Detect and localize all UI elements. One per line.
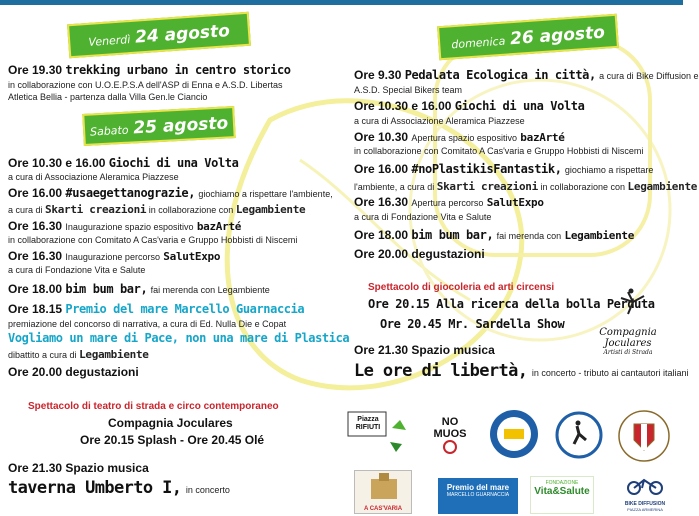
detail-text: a cura di — [8, 205, 43, 215]
sunday-event-1 — [354, 69, 699, 81]
event-time: Ore 16.30 — [354, 195, 409, 209]
bicycle-icon — [612, 476, 678, 496]
saturday-event-1-detail: a cura di Associazione Aleramica Piazzese — [8, 172, 179, 182]
event-time: Ore 19.30 — [8, 63, 63, 77]
event-time: Ore 10.30 — [354, 130, 409, 144]
event-desc: Apertura percorso — [411, 198, 484, 208]
music-act: Le ore di libertà, — [354, 361, 528, 381]
event-time: Ore 16.00 — [354, 162, 409, 176]
event-desc: giochiamo a rispettare l'ambiente, — [198, 189, 333, 199]
premio-sub: MARCELLO GUARNACCIA — [446, 492, 510, 498]
music-desc: in concerto — [185, 485, 230, 495]
event-title: Giochi di una Volta — [454, 99, 585, 113]
sunday-event-4-detail — [354, 181, 697, 192]
banner-day: Sabato — [89, 123, 129, 139]
event-time: Ore 9.30 — [354, 68, 402, 82]
banner-day: domenica — [450, 34, 506, 52]
joculares-sub: Artisti di Strada — [603, 349, 653, 356]
bike-diffusion-logo — [612, 476, 678, 514]
event-time: Ore 18.00 — [8, 282, 63, 296]
event-desc: giochiamo a rispettare — [564, 165, 654, 175]
organizer: Skarti creazioni — [436, 180, 538, 193]
premio-del-mare-logo — [438, 478, 518, 514]
saturday-event-6-detail: premiazione del concorso di narrativa, a cura di Ed. Nulla Die e Copat — [8, 319, 287, 329]
event-title: #usaegettanograzie, — [65, 186, 196, 200]
event-title: bim bum bar, — [65, 282, 148, 296]
banner-date: 24 agosto — [134, 21, 231, 48]
saturday-event-6 — [8, 303, 304, 315]
crest-icon — [616, 408, 672, 464]
friday-event-1-detail: in collaborazione con U.O.E.P.S.A dell'ASP di Enna e A.S.D. Libertas — [8, 80, 283, 90]
saturday-theatre-title: Spettacolo di teatro di strada e circo contemporaneo — [28, 401, 279, 412]
saturday-music: Ore 21.30 Spazio musica — [8, 461, 149, 475]
sunday-juggling-show-1: Ore 20.15 Alla ricerca della bolla Perduta — [368, 297, 655, 311]
casvaria-logo — [354, 470, 412, 514]
event-time: Ore 18.00 — [354, 228, 409, 242]
banner-date: 25 agosto — [132, 113, 229, 139]
building-icon — [355, 471, 413, 501]
event-time: Ore 16.30 — [8, 249, 63, 263]
bike-sub: PIAZZA ARMERINA — [627, 507, 663, 512]
piazza-rifiuti-logo — [346, 408, 408, 456]
sunday-event-3-detail: in collaborazione con Comitato A Cas'varia e Gruppo Hobbisti di Niscemi — [354, 146, 644, 156]
saturday-event-1 — [8, 157, 238, 169]
event-desc: fai merenda con — [496, 231, 562, 241]
sunday-event-5-detail: a cura di Fondazione Vita e Salute — [354, 212, 492, 222]
detail-text: in collaborazione con — [148, 205, 234, 215]
event-title: SalutExpo — [486, 196, 544, 209]
organizer: Legambiente — [235, 203, 306, 216]
saturday-event-4 — [8, 250, 220, 262]
detail-text: in collaborazione con — [540, 182, 626, 192]
event-time: Ore 18.15 — [8, 302, 63, 316]
event-title: Premio del mare Marcello Guarnaccia — [65, 302, 305, 316]
acrobat-icon — [578, 288, 678, 320]
event-title: trekking urbano in centro storico — [65, 63, 291, 77]
warning-icon — [428, 440, 472, 454]
banner-date: 26 agosto — [509, 22, 606, 50]
event-desc: Apertura spazio espositivo — [411, 133, 517, 143]
premio-label: Premio del mare — [446, 483, 510, 492]
event-time: Ore 16.30 — [8, 219, 63, 233]
saturday-event-2 — [8, 187, 333, 199]
event-time: Ore 10.30 e 16.00 — [354, 99, 452, 113]
saturday-event-5 — [8, 283, 270, 295]
saturday-event-2-detail — [8, 204, 305, 215]
organizer: Legambiente — [627, 180, 698, 193]
saturday-event-3 — [8, 220, 241, 232]
vita-top: FONDAZIONE — [545, 480, 579, 486]
event-title: bim bum bar, — [411, 228, 494, 242]
saturday-event-7: Ore 20.00 degustazioni — [8, 365, 139, 379]
event-title: bazArté — [196, 220, 242, 233]
casvaria-label: A CAS'VARIA — [363, 506, 403, 512]
detail-text: l'ambiente, a cura di — [354, 182, 435, 192]
aleramica-logo — [616, 408, 672, 464]
runner-icon — [554, 410, 604, 460]
no-muos-logo — [428, 416, 472, 454]
sunday-event-6 — [354, 229, 634, 241]
event-title: SalutExpo — [163, 250, 221, 263]
organizer: Legambiente — [564, 229, 635, 242]
saturday-event-4-detail: a cura di Fondazione Vita e Salute — [8, 265, 146, 275]
music-act: taverna Umberto I, — [8, 478, 182, 498]
event-title: Giochi di una Volta — [108, 156, 239, 170]
banner-day: Venerdì — [88, 33, 131, 49]
event-desc: Inaugurazione spazio espositivo — [65, 222, 194, 232]
friday-event-1 — [8, 64, 291, 76]
event-title: Pedalata Ecologica in città, — [404, 68, 596, 82]
event-time: Ore 16.00 — [8, 186, 63, 200]
rifiuti-label: Piazza RIFIUTI — [355, 416, 381, 431]
sunday-juggling-show-2: Ore 20.45 Mr. Sardella Show — [380, 317, 565, 331]
sunday-event-1-detail: A.S.D. Special Bikers team — [354, 85, 463, 95]
sunday-event-2-detail: a cura di Associazione Aleramica Piazzese — [354, 116, 525, 126]
sunday-music-act — [354, 363, 688, 380]
sunday-event-7: Ore 20.00 degustazioni — [354, 247, 485, 261]
bike-label: BIKE DIFFUSION — [624, 501, 666, 507]
event-title: #noPlastikisFantastik, — [411, 162, 562, 176]
saturday-event-3-detail: in collaborazione con Comitato A Cas'varia e Gruppo Hobbisti di Niscemi — [8, 235, 298, 245]
libertas-bellia-logo — [554, 410, 604, 460]
sunday-event-3 — [354, 131, 565, 143]
sunday-event-2 — [354, 100, 584, 112]
sunday-juggling-title: Spettacolo di giocoleria ed arti circensi — [368, 282, 555, 293]
vita-salute-logo — [530, 476, 594, 514]
event-desc: Inaugurazione percorso — [65, 252, 160, 262]
organizer: Legambiente — [79, 348, 149, 361]
saturday-event-6-slogan: Vogliamo un mare di Pace, non una mare di Plastica — [8, 331, 350, 345]
event-title: bazArté — [520, 131, 565, 144]
detail-text: dibattito a cura di — [8, 350, 77, 360]
friday-event-1-detail: Atletica Bellia - partenza dalla Villa Gen.le Ciancio — [8, 92, 208, 102]
event-desc: fai merenda con Legambiente — [150, 285, 270, 295]
event-desc: a cura di Bike Diffusion e — [599, 71, 699, 81]
saturday-event-6-detail — [8, 349, 149, 360]
saturday-music-act — [8, 480, 230, 497]
saturday-theatre-shows: Ore 20.15 Splash - Ore 20.45 Olé — [80, 433, 265, 447]
no-muos-label: NO MUOS — [433, 416, 467, 440]
event-time: Ore 10.30 e 16.00 — [8, 156, 106, 170]
vita-label: Vita&Salute — [534, 486, 590, 497]
joculares-logo — [578, 288, 678, 356]
organizer: Skarti creazioni — [45, 203, 147, 216]
sunday-event-5 — [354, 196, 544, 208]
saturday-theatre-company: Compagnia Joculares — [108, 416, 233, 430]
sunday-music: Ore 21.30 Spazio musica — [354, 343, 495, 357]
music-desc: in concerto - tributo ai cantautori italiani — [531, 368, 689, 378]
joculares-name: Compagnia Joculares — [599, 327, 657, 349]
sunday-event-4 — [354, 163, 653, 175]
circle-emblem-icon — [490, 410, 538, 458]
association-logo-blue — [490, 410, 538, 458]
